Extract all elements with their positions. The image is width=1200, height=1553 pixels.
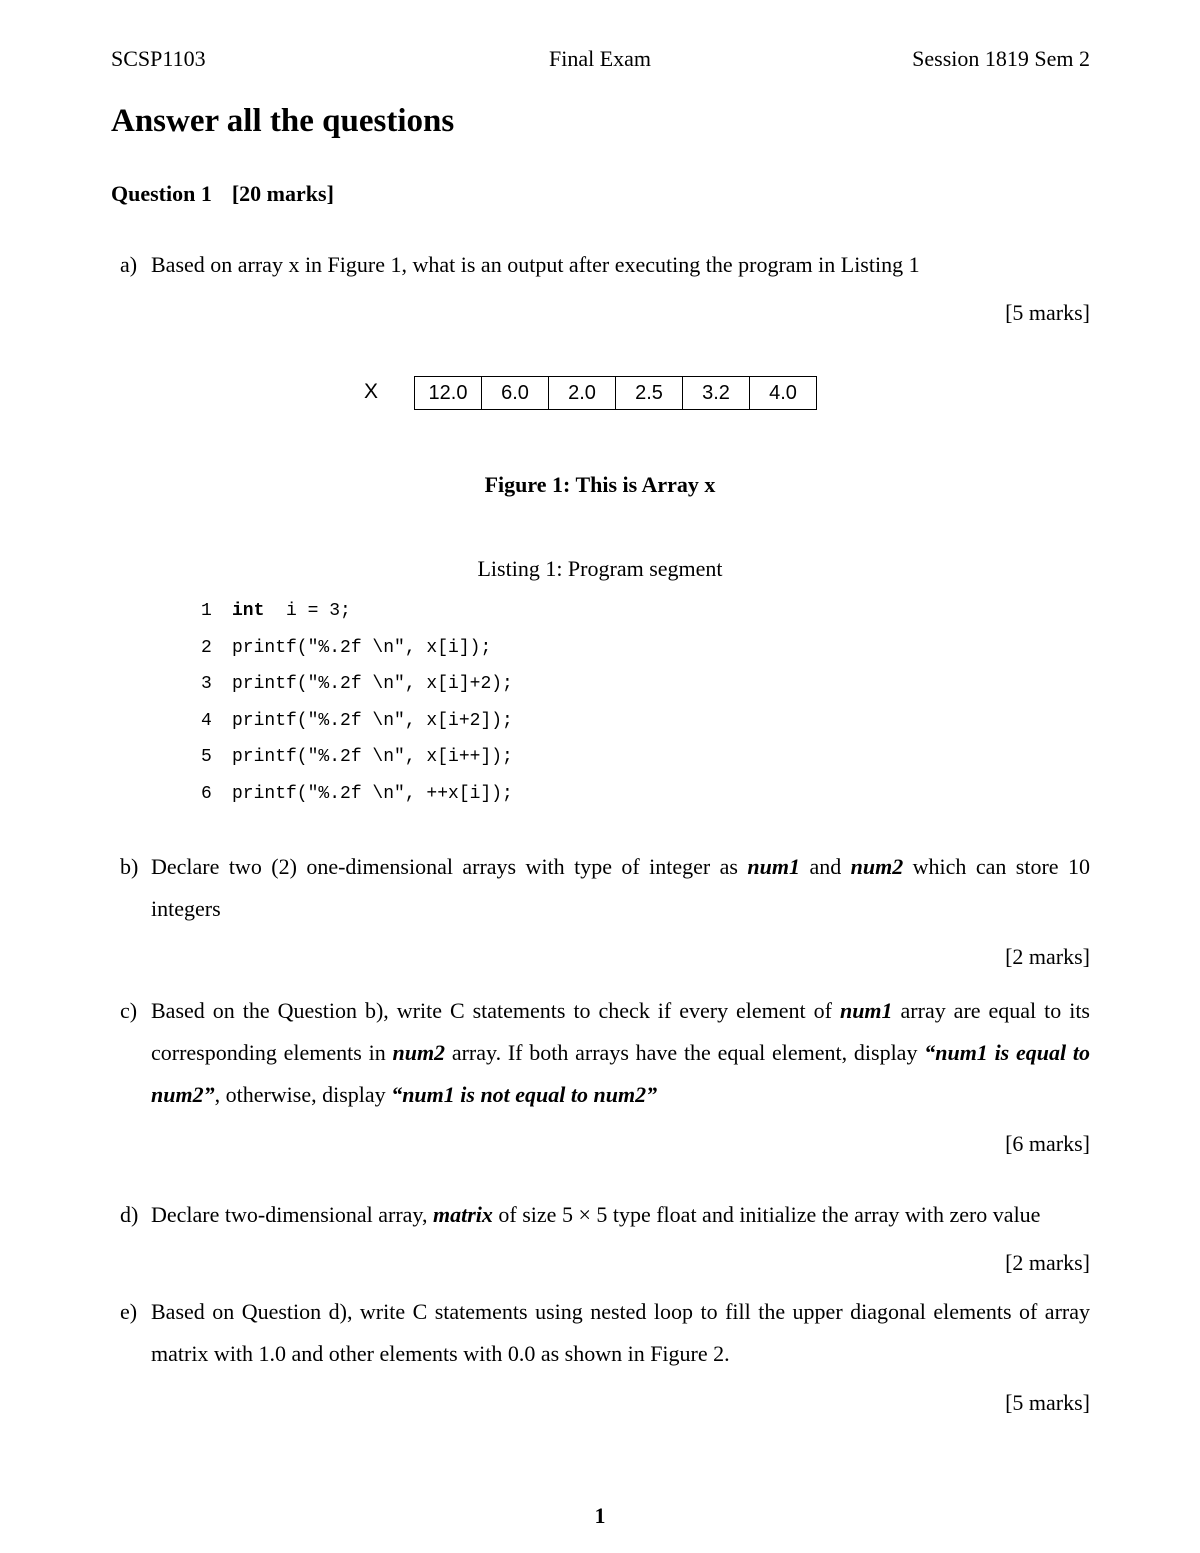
part-c [120,990,1090,1116]
code-line [201,598,513,635]
array-cell: 2.5 [616,377,683,409]
part-b-label: b) [120,854,139,879]
part-e-label: e) [120,1299,138,1324]
listing-1-caption: Listing 1: Program segment [477,556,723,581]
session-label: Session 1819 Sem 2 [912,46,1090,71]
part-e-marks: [5 marks] [1005,1390,1090,1415]
code-line [201,635,513,672]
course-code: SCSP1103 [111,46,206,71]
part-d-marks: [2 marks] [1005,1250,1090,1275]
code-text: printf("%.2f \n", ++x[i]); [232,783,513,804]
text-run: array. If both arrays have the equal element, display [445,1040,925,1065]
line-number: 1 [201,601,212,621]
array-name-num2: num2 [850,854,904,879]
figure-1-caption: Figure 1: This is Array x [484,472,716,497]
question-title: Question 1 [111,181,212,206]
page-number: 1 [594,1503,606,1528]
line-number: 4 [201,710,212,731]
part-a-label: a) [120,252,138,277]
page-title: Answer all the questions [111,103,455,139]
text-run: Declare two (2) one-dimensional arrays with type of integer as [151,854,748,879]
text-run: array are equal to its corresponding elements in [151,998,1090,1065]
part-a [120,244,1090,286]
part-a-text: Based on array x in Figure 1, what is an output after executing the program in Listing 1 [151,252,920,277]
equal-message: “num1 is equal to num2” [151,1040,1090,1107]
code-text: printf("%.2f \n", x[i]); [232,637,492,658]
code-line [201,708,513,745]
part-d-text [151,1194,1090,1236]
text-run: of size 5 × 5 type float and initialize the array with zero value [492,1202,1041,1227]
array-cells [414,376,817,410]
code-text: printf("%.2f \n", x[i]+2); [232,674,513,694]
code-text: i = 3; [264,601,351,621]
question-marks: [20 marks] [231,181,334,206]
text-run: , otherwise, display [214,1082,392,1107]
line-number: 3 [201,674,212,694]
part-c-marks: [6 marks] [1005,1131,1090,1156]
text-run: Based on the Question b), write C statements to check if every element of [151,998,840,1023]
part-c-label: c) [120,998,138,1023]
figure-1 [0,376,1200,411]
line-number: 5 [201,747,212,767]
array-name: X [364,380,379,403]
array-name-matrix: matrix [433,1202,493,1227]
array-cell: 2.0 [549,377,616,409]
question-heading [111,181,334,207]
array-name-num2: num2 [392,1040,446,1065]
part-b [120,846,1090,930]
part-d [120,1194,1090,1236]
array-name-num1: num1 [747,854,801,879]
text-run: which can store 10 integers [151,854,1091,921]
part-e [120,1291,1090,1375]
line-number: 2 [201,637,212,658]
part-e-text: Based on Question d), write C statements using nested loop to fill the upper diagonal elements of array matrix with 1.0 and other elements with 0.0 as shown in Figure 2. [151,1299,1090,1366]
array-cell: 6.0 [482,377,549,409]
code-text: printf("%.2f \n", x[i++]); [232,747,513,767]
code-listing [201,598,513,817]
text-run: Declare two-dimensional array, [151,1202,434,1227]
array-cell: 12.0 [415,377,482,409]
part-a-marks: [5 marks] [1005,300,1090,325]
code-line [201,781,513,818]
part-c-text [151,990,1090,1116]
code-line [201,744,513,781]
exam-title: Final Exam [548,46,652,71]
part-d-label: d) [120,1202,139,1227]
array-cell: 4.0 [769,382,797,404]
code-text: printf("%.2f \n", x[i+2]); [232,710,513,731]
code-line [201,671,513,708]
part-b-text [151,846,1090,930]
code-keyword: int [232,601,265,621]
part-b-marks: [2 marks] [1005,944,1090,969]
text-run: and [800,854,851,879]
array-cell: 3.2 [683,377,750,409]
array-name-num1: num1 [839,998,893,1023]
not-equal-message: “num1 is not equal to num2” [391,1082,658,1107]
line-number: 6 [201,783,212,804]
